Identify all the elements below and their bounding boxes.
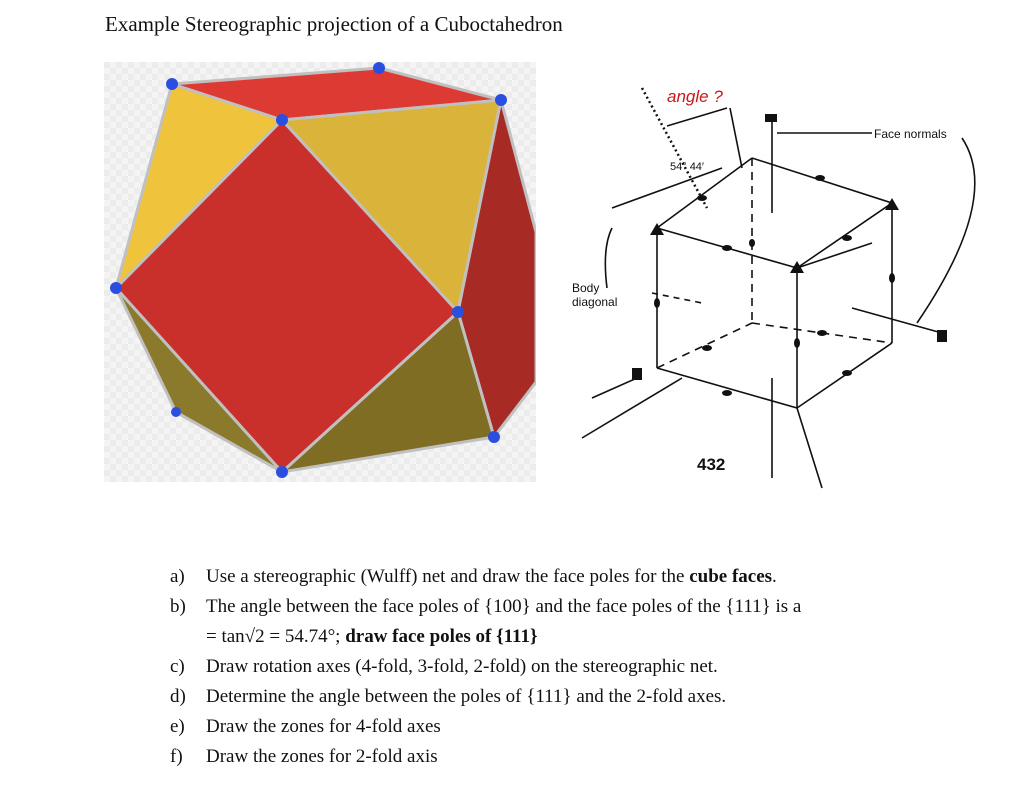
question-bold-text: cube faces — [689, 566, 773, 587]
question-item — [170, 712, 990, 742]
cube-symmetry-diagram — [562, 78, 1002, 498]
question-tail: . — [772, 566, 777, 587]
angle-label: angle ? — [667, 87, 723, 106]
body-diagonal-label-line2: diagonal — [572, 295, 618, 309]
question-text: Draw the zones for 2-fold axis — [206, 746, 438, 767]
question-label: b) — [170, 596, 186, 617]
question-text: Draw the zones for 4-fold axes — [206, 716, 441, 737]
cuboctahedron-image — [104, 62, 536, 482]
question-label: c) — [170, 656, 185, 677]
question-text: Draw rotation axes (4-fold, 3-fold, 2-fold) on the stereographic net. — [206, 656, 718, 677]
question-label: a) — [170, 566, 185, 587]
question-item — [170, 562, 990, 592]
question-label: f) — [170, 746, 183, 767]
symmetry-group-label: 432 — [697, 455, 726, 474]
face-normals-label: Face normals — [874, 127, 947, 141]
question-cont-text: = tan√2 = 54.74°; — [206, 626, 346, 647]
page-title: Example Stereographic projection of a Cuboctahedron — [105, 12, 563, 36]
body-diagonal-label-line1: Body — [572, 281, 600, 295]
question-item — [170, 742, 990, 772]
question-text: The angle between the face poles of {100} and the face poles of the {111} is a — [206, 596, 802, 617]
angle-value-label: 54° 44′ — [670, 161, 704, 173]
question-item — [170, 592, 990, 652]
question-cont-bold: draw face poles of {111} — [345, 626, 538, 647]
question-label: d) — [170, 686, 186, 707]
question-text: Use a stereographic (Wulff) net and draw the face poles for the — [206, 566, 690, 587]
question-item — [170, 652, 990, 682]
question-item — [170, 682, 990, 712]
question-text: Determine the angle between the poles of {111} and the 2-fold axes. — [206, 686, 727, 707]
question-continuation — [206, 622, 990, 652]
question-label: e) — [170, 716, 185, 737]
question-list — [170, 562, 990, 772]
